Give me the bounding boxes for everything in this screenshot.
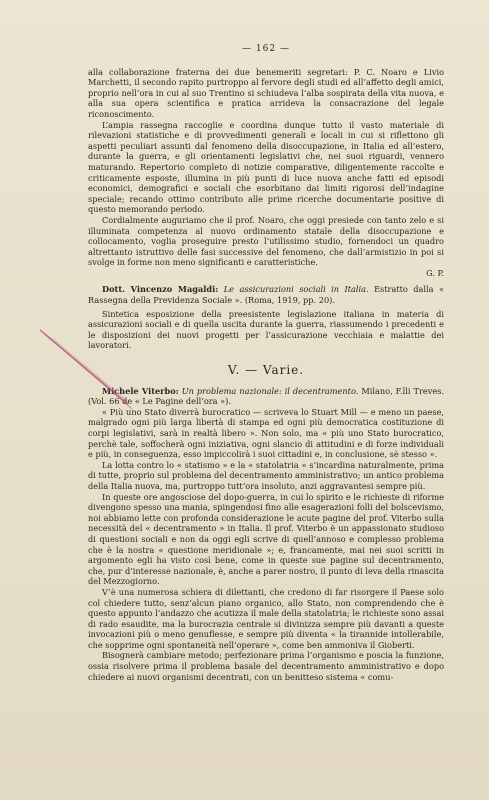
review2-paragraph-5: Bisognerà cambiare metodo; perfezionare prima l’organismo e poscia la funzione, ossia risolvere prima il problema basale del decentramento amministrativo e dopo chiedere ai nuovi organismi decentrati, con un benitteso sistema « comu- [88, 650, 444, 682]
review2-author: Michele Viterbo: [102, 385, 179, 396]
review1-body: Sintetica esposizione della preesistente legislazione italiana in materia di assicurazioni sociali e di quella uscita durante la guerra, riassumendo i precedenti e le disposizioni dei nuovi progetti per l’assicurazione vecchiaia e malattie dei lavoratori. [88, 308, 444, 351]
review1-heading [88, 284, 444, 305]
page-content [88, 44, 444, 682]
review2-citation: Milano, F.lli Treves. (Vol. 66 de « Le Pagine dell’ora »). [88, 385, 445, 407]
intro-paragraph-1: alla collaborazione fraterna dei due benemeriti segretari: P. C. Noaro e Livio Marchetti, il secondo rapito purtroppo al fervore degli studi ed all’affetto degli amici, proprio nell’ora in cui al suo Trentino si schiudeva l’alba sospirata della vita nuova, e alla sua opera scientifica e pratica arrideva la consacrazione del legale riconoscimento. [88, 66, 444, 119]
review1-author: Dott. Vincenzo Magaldi: [102, 284, 219, 295]
review2-heading [88, 386, 444, 407]
review1-title: Le assicurazioni sociali in Italia. [223, 284, 369, 295]
intro-signature: G. P. [426, 267, 444, 278]
intro-paragraph-2: L’ampia rassegna raccoglie e coordina dunque tutto il vasto materiale di rilevazioni statistiche e di provvedimenti generali e locali in cui si riflettono gli aspetti peculiari assunti dal fenomeno della disoccupazione, in Italia ed all’estero, durante la guerra, e gli orientamenti legislativi che, nei suoi riguardi, vennero maturando. Repertorio completo di notizie comparative, diligentemente raccolte e criticamente esposte, illumina in più punti di luce nuova anche fatti ed episodi economici, demografici e sociali che esorbitano dai limiti rigorosi dell’indagine speciale; recando ottimo contributo alle prime ricerche documentarie positive di questo memorando periodo. [88, 119, 444, 215]
review2-title: Un problema nazionale: il decentramento. [181, 385, 359, 396]
review2-paragraph-3: In queste ore angosciose del dopo-guerra, in cui lo spirito e le richieste di riforme divengono spesso una mania, spingendosi fino alle esagerazioni folli del bolscevismo, noi abbiamo lette con profonda considerazione le acute pagine del prof. Viterbo sulla necessità del « decentramento » in Italia. Il prof. Viterbo è un appassionato studioso di questioni sociali e non da oggi egli scrive di quell’annoso e complesso problema che è la nostra « questione meridionale »; e, francamente, mai nei suoi scritti in argomento egli ha visto così bene, come in queste sue pagine sul decentramento, che, pur d’interesse nazionale, è, anche a parer nostro, il punto di leva della rinascita del Mezzogiorno. [88, 491, 444, 587]
section-title: V. — Varie. [227, 363, 305, 378]
review2-paragraph-4: V’è una numerosa schiera di dilettanti, che credono di far risorgere il Paese solo col chiedere tutto, senz’alcun piano organico, allo Stato, non comprendendo che è questo appunto l’andazzo che acutizza il male della statolatria; le richieste sono assai di rado esaudite, ma la burocrazia centrale si divinizza sempre più davanti a queste invocazioni più o meno genuflesse, e sempre più diventa « la tirannide intollerabile, che sopprime ogni spontaneità nell’operare », come ben ammoniva il Gioberti. [88, 586, 444, 650]
review2-paragraph-1: « Più uno Stato diverrà burocratico — scriveva lo Stuart Mill — e meno un paese, malgrado ogni più larga libertà di stampa ed ogni più democratica costituzione di corpi legislativi, sarà in realtà libero ». Non solo, ma « più uno Stato burocratico, perchè tale, soffocherà ogni iniziativa, ogni slancio di attitudini e di forze individuali e più, in conseguenza, esso impiccolirà i suoi cittadini e, in conclusione, sè stesso ». [88, 406, 444, 460]
review1-citation: Estratto dalla « Rassegna della Previdenza Sociale ». (Roma, 1919, pp. 20). [88, 284, 444, 306]
page-number: — 162 — [242, 44, 290, 54]
intro-paragraph-3: Cordialmente auguriamo che il prof. Noaro, che oggi presiede con tanto zelo e si illuminata competenza al nuovo ordinamento statale della disoccupazione e collocamento, voglia proseguire presto l’utilissimo studio, fornendoci un quadro altrettanto istruttivo delle fasi successive del fenomeno, che dall’armistizio in poi si svolge in forme non meno significanti e caratteristiche. [88, 214, 444, 268]
review2-paragraph-2: La lotta contro lo « statismo » e la « statolatria » s’incardina naturalmente, prima di tutte, proprio sul problema del decentramento amministrativo; un antico problema della Italia nuova, ma, purtroppo tutt’ora insoluto, anzi aggravantesi sempre più. [88, 459, 444, 491]
